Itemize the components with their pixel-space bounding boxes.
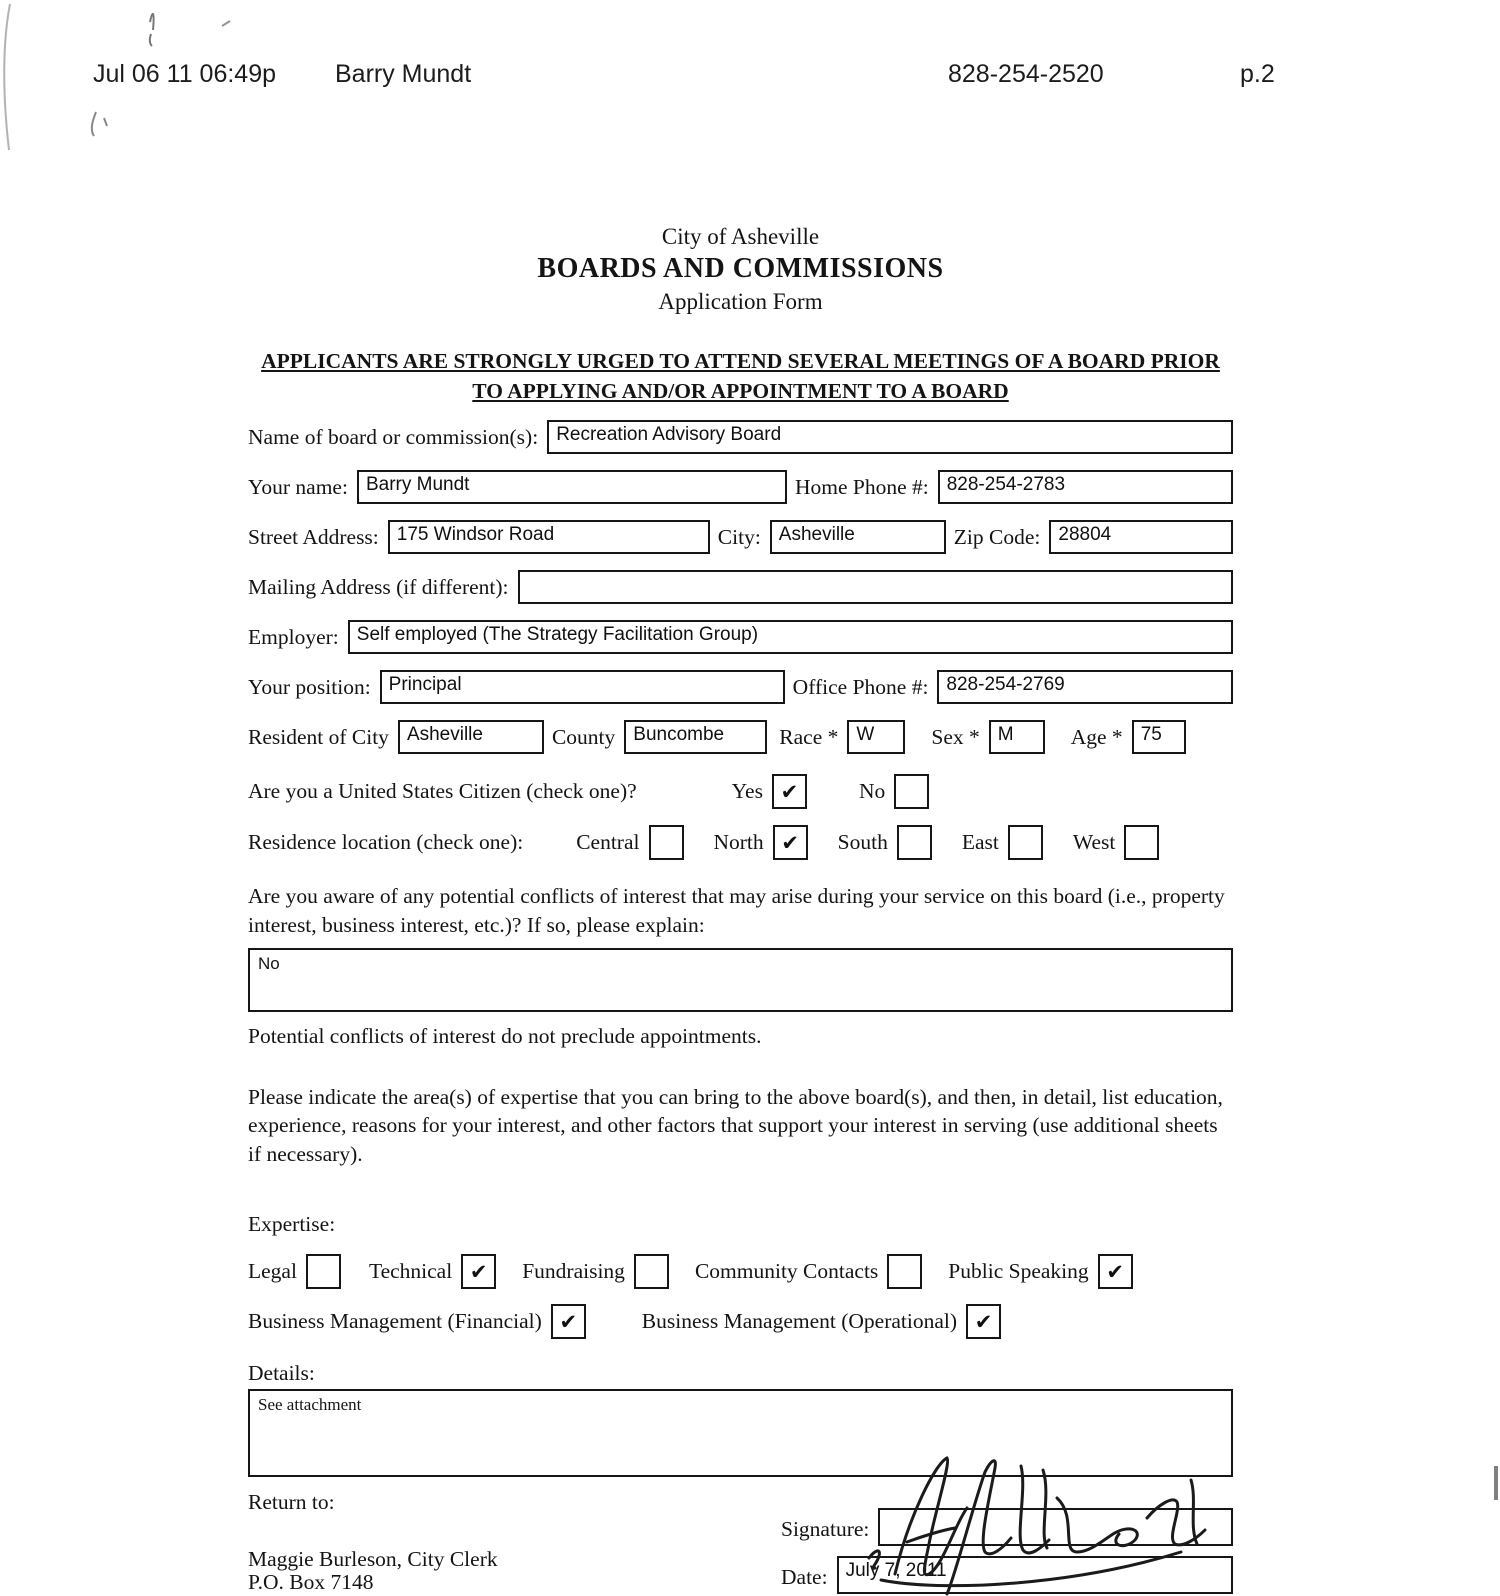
employer-field: Self employed (The Strategy Facilitation Group)	[348, 620, 1233, 654]
residence-west-checkbox	[1124, 825, 1159, 860]
expertise-community-contacts-checkbox	[887, 1254, 922, 1289]
your-name-label: Your name:	[248, 475, 348, 500]
return-to-label: Return to:	[248, 1490, 335, 1515]
mailing-address-field	[518, 570, 1233, 604]
employer-label: Employer:	[248, 625, 339, 650]
residence-east-checkbox	[1008, 825, 1043, 860]
residence-south-label: South	[837, 830, 888, 855]
expertise-fundraising-checkbox	[634, 1254, 669, 1289]
office-phone-field: 828-254-2769	[937, 670, 1233, 704]
expertise-bm-financial-checkbox	[551, 1304, 586, 1339]
citizen-yes-checkbox	[772, 774, 807, 809]
details-field: See attachment	[248, 1389, 1233, 1477]
sex-field: M	[989, 720, 1045, 754]
expertise-bm-financial-label: Business Management (Financial)	[248, 1309, 542, 1334]
fax-header	[0, 60, 1500, 94]
signature-field	[878, 1508, 1233, 1546]
clerk-name: Maggie Burleson, City Clerk	[248, 1547, 498, 1572]
title-city: City of Asheville	[661, 224, 820, 249]
expertise-community-contacts-label: Community Contacts	[694, 1259, 879, 1284]
signature-label: Signature:	[781, 1517, 870, 1542]
expertise-legal-label: Legal	[248, 1259, 297, 1284]
position-field: Principal	[380, 670, 785, 704]
citizen-question: Are you a United States Citizen (check one)?	[248, 779, 637, 804]
residence-central-label: Central	[576, 830, 640, 855]
citizen-yes-checkmark: ✔	[780, 779, 799, 804]
resident-city-field: Asheville	[398, 720, 544, 754]
document-title-block	[248, 224, 1233, 315]
expertise-public-speaking-label: Public Speaking	[948, 1259, 1089, 1284]
street-address-field: 175 Windsor Road	[388, 520, 710, 554]
citizen-no-label: No	[858, 779, 886, 804]
applicant-notice-line2: TO APPLYING AND/OR APPOINTMENT TO A BOARD	[472, 378, 1009, 403]
expertise-bm-financial-checkmark: ✔	[559, 1309, 578, 1334]
title-sub: Application Form	[658, 289, 823, 314]
residence-central-checkbox	[649, 825, 684, 860]
scan-edge-artifact	[1494, 1466, 1498, 1500]
expertise-technical-checkmark: ✔	[469, 1259, 488, 1284]
home-phone-label: Home Phone #:	[794, 475, 929, 500]
position-label: Your position:	[248, 675, 371, 700]
details-label: Details:	[248, 1361, 315, 1386]
expertise-technical-label: Technical	[368, 1259, 453, 1284]
board-name-label: Name of board or commission(s):	[248, 425, 539, 450]
residence-north-checkmark: ✔	[781, 830, 799, 855]
resident-city-label: Resident of City	[248, 725, 389, 750]
expertise-public-speaking-checkbox	[1098, 1254, 1133, 1289]
expertise-public-speaking-checkmark: ✔	[1106, 1259, 1124, 1284]
street-address-label: Street Address:	[248, 525, 379, 550]
residence-north-label: North	[713, 830, 764, 855]
home-phone-field: 828-254-2783	[938, 470, 1233, 504]
applicant-notice	[248, 347, 1233, 406]
fax-sender-name: Barry Mundt	[335, 60, 472, 88]
clerk-address-clipped: P.O. Box 7148	[248, 1570, 374, 1595]
expertise-bm-operational-label: Business Management (Operational)	[641, 1309, 958, 1334]
residence-east-label: East	[961, 830, 999, 855]
age-label: Age *	[1070, 725, 1123, 750]
date-field: July 7, 2011	[837, 1556, 1233, 1594]
county-label: County	[551, 725, 616, 750]
county-field: Buncombe	[624, 720, 767, 754]
fax-phone-number: 828-254-2520	[948, 60, 1104, 88]
age-field: 75	[1132, 720, 1186, 754]
expertise-bm-operational-checkbox	[966, 1304, 1001, 1339]
your-name-field: Barry Mundt	[357, 470, 787, 504]
sex-label: Sex *	[931, 725, 980, 750]
application-form-page	[248, 196, 1233, 1594]
conflicts-answer-field: No	[248, 948, 1233, 1012]
citizen-yes-label: Yes	[731, 779, 763, 804]
residence-south-checkbox	[897, 825, 932, 860]
city-label: City:	[717, 525, 761, 550]
residence-location-label: Residence location (check one):	[248, 830, 524, 855]
zip-label: Zip Code:	[953, 525, 1041, 550]
expertise-intro: Please indicate the area(s) of expertise that you can bring to the above board(s), and then, in detail, list education, experience, reasons for your interest, and other factors that support your interest in serving (use additional sheets if necessary).	[248, 1084, 1223, 1166]
race-label: Race *	[779, 725, 839, 750]
title-main: BOARDS AND COMMISSIONS	[537, 253, 944, 284]
fax-timestamp: Jul 06 11 06:49p	[93, 60, 277, 88]
race-field: W	[847, 720, 905, 754]
city-field: Asheville	[770, 520, 946, 554]
expertise-bm-operational-checkmark: ✔	[974, 1309, 993, 1334]
date-label: Date:	[781, 1565, 828, 1590]
conflicts-question: Are you aware of any potential conflicts of interest that may arise during your service on this board (i.e., property interest, business interest, etc.)? If so, please explain:	[248, 884, 1225, 937]
board-name-field: Recreation Advisory Board	[547, 420, 1233, 454]
fax-page-number: p.2	[1240, 60, 1275, 88]
mailing-address-label: Mailing Address (if different):	[248, 575, 509, 600]
expertise-technical-checkbox	[461, 1254, 496, 1289]
zip-field: 28804	[1049, 520, 1233, 554]
office-phone-label: Office Phone #:	[792, 675, 929, 700]
conflicts-note: Potential conflicts of interest do not preclude appointments.	[248, 1023, 762, 1048]
applicant-notice-line1: APPLICANTS ARE STRONGLY URGED TO ATTEND SEVERAL MEETINGS OF A BOARD PRIOR	[261, 349, 1220, 373]
expertise-fundraising-label: Fundraising	[522, 1259, 625, 1284]
residence-north-checkbox	[773, 825, 808, 860]
expertise-legal-checkbox	[306, 1254, 341, 1289]
residence-west-label: West	[1072, 830, 1116, 855]
citizen-no-checkbox	[894, 774, 929, 809]
expertise-label: Expertise:	[248, 1212, 336, 1237]
